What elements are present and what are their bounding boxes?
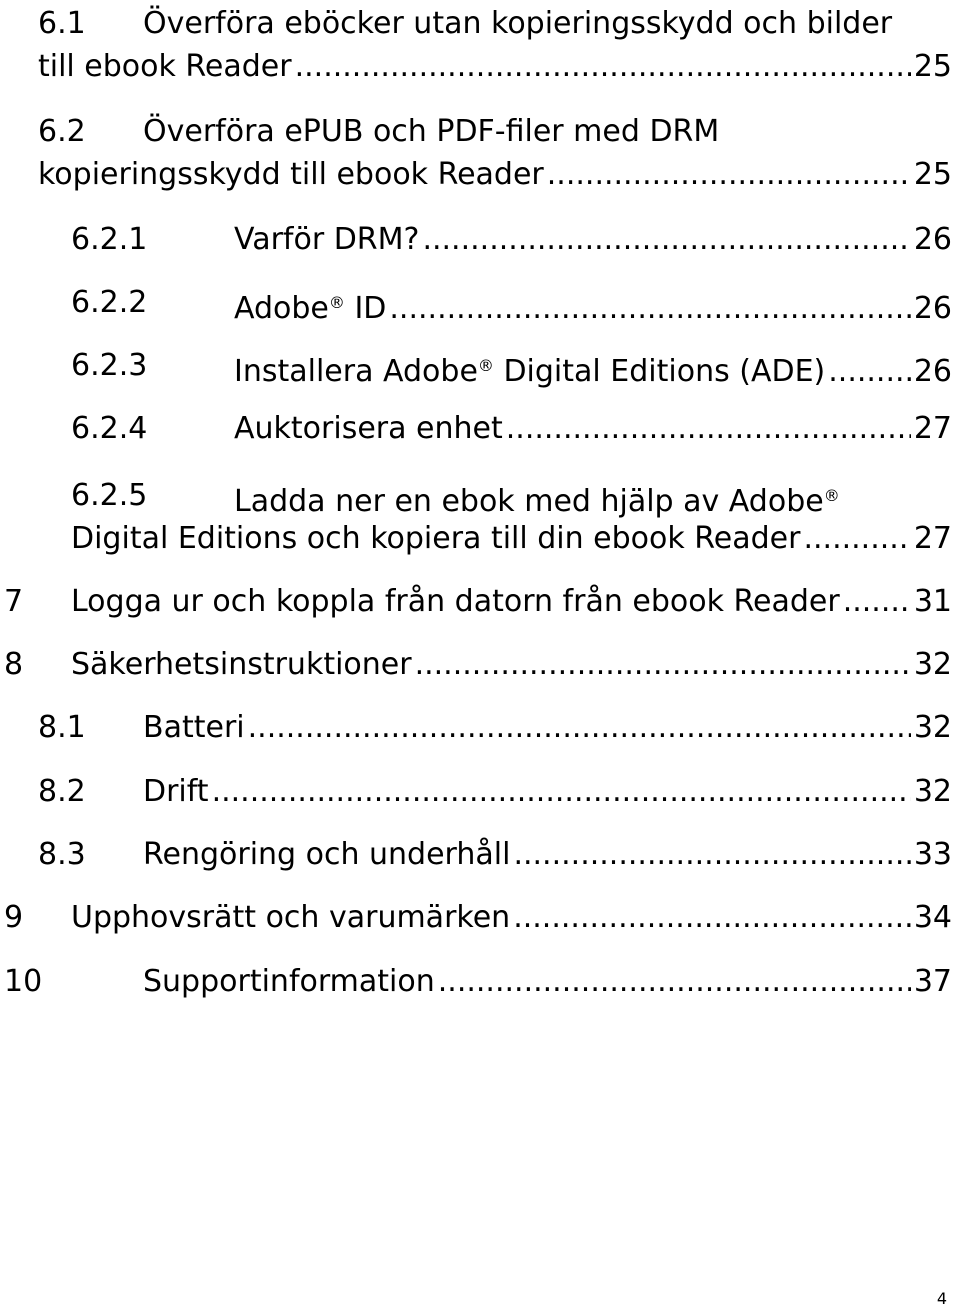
toc-entry-10[interactable]: [0, 960, 960, 1005]
dot-leader: [415, 643, 911, 686]
registered-mark: ®: [328, 293, 345, 312]
toc-entry-number: 6.2.5: [71, 478, 148, 513]
dot-leader: [513, 896, 911, 939]
registered-mark: ®: [823, 486, 840, 505]
toc-entry-page: 37: [913, 964, 952, 999]
toc-entry-page: 32: [913, 774, 952, 809]
dot-leader: [843, 580, 911, 623]
toc-entry-title: Batteri: [143, 710, 245, 745]
toc-entry-page: 34: [913, 900, 952, 935]
toc-entry-8[interactable]: [0, 643, 960, 688]
toc-entry-page: 26: [913, 354, 952, 389]
title-text: Installera Adobe: [234, 354, 478, 389]
toc-entry-8-2[interactable]: [0, 770, 960, 815]
toc-entry-number: 9: [4, 900, 24, 935]
toc-entry-6-2-3[interactable]: [0, 344, 960, 389]
toc-entry-title-continued: kopieringsskydd till ebook Reader: [38, 157, 544, 192]
toc-entry-title-continued: Digital Editions och kopiera till din ebook Reader: [71, 521, 801, 556]
registered-mark: ®: [477, 356, 494, 375]
toc-entry-number: 6.2.2: [71, 285, 148, 320]
title-suffix: ID: [344, 291, 387, 326]
toc-entry-title-continued: till ebook Reader: [38, 49, 292, 84]
dot-leader: [212, 770, 911, 813]
toc-entry-title: [234, 344, 825, 393]
dot-leader: [438, 960, 911, 1003]
dot-leader: [828, 350, 911, 393]
toc-entry-number: 6.2.1: [71, 222, 148, 257]
toc-entry-number: 8: [4, 647, 24, 682]
toc-entry-6-2[interactable]: [0, 108, 960, 198]
toc-entry-number: 6.2.4: [71, 411, 148, 446]
toc-entry-title: Auktorisera enhet: [234, 411, 503, 446]
toc-entry-8-3[interactable]: [0, 833, 960, 878]
toc-entry-7[interactable]: [0, 580, 960, 625]
toc-entry-page: 26: [913, 222, 952, 257]
toc-entry-6-2-1[interactable]: [0, 218, 960, 263]
toc-entry-page: 25: [913, 49, 952, 84]
toc-entry-number: 8.1: [38, 710, 86, 745]
toc-entry-number: 7: [4, 584, 24, 619]
toc-entry-9[interactable]: [0, 896, 960, 941]
toc-entry-6-2-5[interactable]: [0, 472, 960, 562]
toc-entry-title: Upphovsrätt och varumärken: [71, 900, 511, 935]
dot-leader: [803, 517, 910, 560]
toc-entry-title: Rengöring och underhåll: [143, 837, 511, 872]
toc-entry-6-2-2[interactable]: [0, 281, 960, 326]
dot-leader: [506, 407, 911, 450]
dot-leader: [513, 833, 910, 876]
dot-leader: [547, 153, 911, 196]
toc-entry-number: 10: [4, 964, 43, 999]
toc-entry-number: 8.2: [38, 774, 86, 809]
toc-entry-title: [234, 474, 840, 523]
toc-entry-8-1[interactable]: [0, 706, 960, 751]
toc-entry-page: 27: [913, 411, 952, 446]
toc-entry-title: Säkerhetsinstruktioner: [71, 647, 412, 682]
toc-entry-page: 32: [913, 710, 952, 745]
toc-entry-6-2-4[interactable]: [0, 407, 960, 452]
toc-entry-title: Varför DRM?: [234, 222, 420, 257]
dot-leader: [295, 45, 911, 88]
toc-entry-title: Logga ur och koppla från datorn från ebook Reader: [71, 584, 840, 619]
toc-entry-page: 27: [913, 521, 952, 556]
toc-entry-number: 6.2: [38, 114, 86, 149]
toc-entry-page: 26: [913, 291, 952, 326]
toc-entry-page: 33: [913, 837, 952, 872]
toc-entry-title: Överföra eböcker utan kopieringsskydd och bilder: [143, 6, 893, 41]
dot-leader: [389, 287, 910, 330]
title-text: Adobe: [234, 291, 329, 326]
toc-entry-page: 25: [913, 157, 952, 192]
toc-entry-number: 6.2.3: [71, 348, 148, 383]
toc-entry-page: 31: [913, 584, 952, 619]
toc-entry-title: Supportinformation: [143, 964, 435, 999]
toc-entry-number: 6.1: [38, 6, 86, 41]
dot-leader: [248, 706, 911, 749]
toc-entry-6-1[interactable]: [0, 0, 960, 90]
toc-entry-number: 8.3: [38, 837, 86, 872]
toc-entry-page: 32: [913, 647, 952, 682]
toc-entry-title: [234, 281, 386, 330]
title-suffix: Digital Editions (ADE): [493, 354, 826, 389]
dot-leader: [422, 218, 910, 261]
title-text: Ladda ner en ebok med hjälp av Adobe: [234, 484, 824, 519]
page-number: 4: [936, 1289, 947, 1308]
toc-entry-title: Drift: [143, 774, 209, 809]
toc-entry-title: Överföra ePUB och PDF-filer med DRM: [143, 114, 720, 149]
